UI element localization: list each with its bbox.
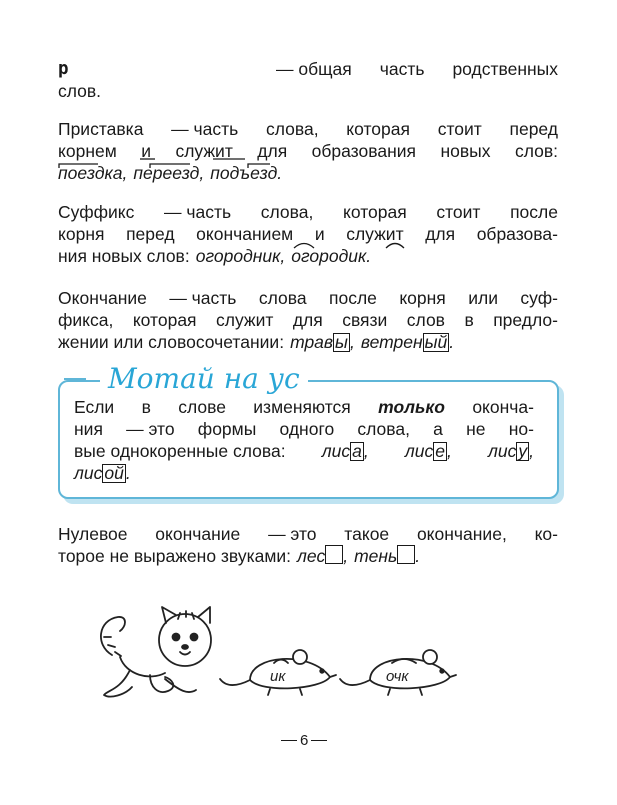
prefix-example-3: подъезд. (210, 163, 283, 183)
note-title: Мотай на ус (100, 362, 308, 396)
prefix-example-2: переезд, (133, 163, 205, 183)
prefix-definition: Приставка — часть слова, которая стоит перед корнем и служит для образования новых слов: поездка, переезд, подъезд. (58, 118, 558, 184)
mouse-2-label: очк (386, 668, 409, 685)
cat-drawing (101, 607, 211, 697)
cat-and-mice-illustration (0, 595, 617, 725)
mouse-1-label: ик (270, 668, 286, 685)
note-title-dash (64, 378, 86, 380)
prefix-example-1: поездка, (58, 163, 128, 183)
root-term: р (58, 59, 69, 79)
zero-ending-example-2: тень . (354, 546, 421, 566)
suffix-example-2: огородик. (291, 246, 372, 266)
root-definition: р — общая часть родственных слов. (58, 59, 558, 101)
ending-example-2: ветрен ый . (360, 332, 455, 352)
zero-ending-example-1: лес , (297, 546, 349, 566)
note-body: Если в слове изменяются только оконча- ния — это формы одного слова, а не но- вые однокоренные слова: лис а , лис е , лис у , лис ой . (74, 397, 534, 483)
page-number: 6 (281, 732, 327, 749)
suffix-arcs (58, 201, 478, 271)
emphasis-only: только (378, 397, 445, 417)
suffix-example-1: огородник, (195, 246, 286, 266)
empty-ending-box (325, 545, 343, 564)
ending-example-1: трав ы , (290, 332, 355, 352)
ending-definition: Окончание — часть слова после корня или суф- фикса, которая служит для связи слов в предло- жении или словосочетании: трав ы , ветрен ый . (58, 288, 558, 352)
prefix-marks (58, 118, 358, 188)
zero-ending-definition: Нулевое окончание — это такое окончание, ко- торое не выражено звуками: лес , тень . (58, 524, 558, 566)
suffix-definition: Суффикс — часть слова, которая стоит после корня перед окончанием и служит для образова- ния новых слов: огородник, огородик. (58, 201, 558, 267)
empty-ending-box (397, 545, 415, 564)
